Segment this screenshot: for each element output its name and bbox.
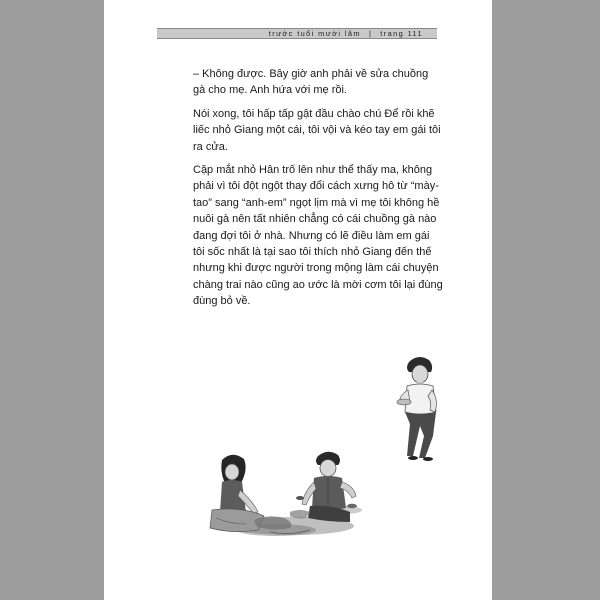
paragraph: – Không được. Bây giờ anh phải về sửa chuồng gà cho mẹ. Anh hứa với mẹ rồi. xyxy=(193,68,429,97)
paragraph: Cặp mắt nhỏ Hân trố lên như thể thấy ma, không phải vì tôi đột ngột thay đổi cách xưng hô từ “mày-tao” sang “anh-em” ngọt lịm mà vì mẹ tôi không hề nuôi gà nên tất nhiên chẳng có cái chuồng gà nào đang đợi tôi ở nhà. Nhưng có lẽ điều làm em gái tôi sốc nhất là tại sao tôi thích nhỏ Giang đến thế nhưng khi được người trong mộng làm cái chuyện chàng trai nào cũng ao ước là mời cơm tôi lại đùng đùng bỏ về. xyxy=(193,164,443,308)
standing-boy-figure xyxy=(397,357,436,461)
seated-boy-figure xyxy=(302,452,356,522)
paragraph: Nói xong, tôi hấp tấp gật đầu chào chú Để rồi khẽ liếc nhỏ Giang một cái, tôi vội và kéo tay em gái tôi ra cửa. xyxy=(193,107,441,153)
running-header xyxy=(157,28,437,39)
body-text xyxy=(193,66,443,317)
page-number: trang 111 xyxy=(380,29,423,38)
book-page xyxy=(104,0,492,600)
header-separator: | xyxy=(368,29,373,38)
illustration xyxy=(104,340,492,540)
chapter-title: trước tuổi mười lăm xyxy=(268,29,361,38)
